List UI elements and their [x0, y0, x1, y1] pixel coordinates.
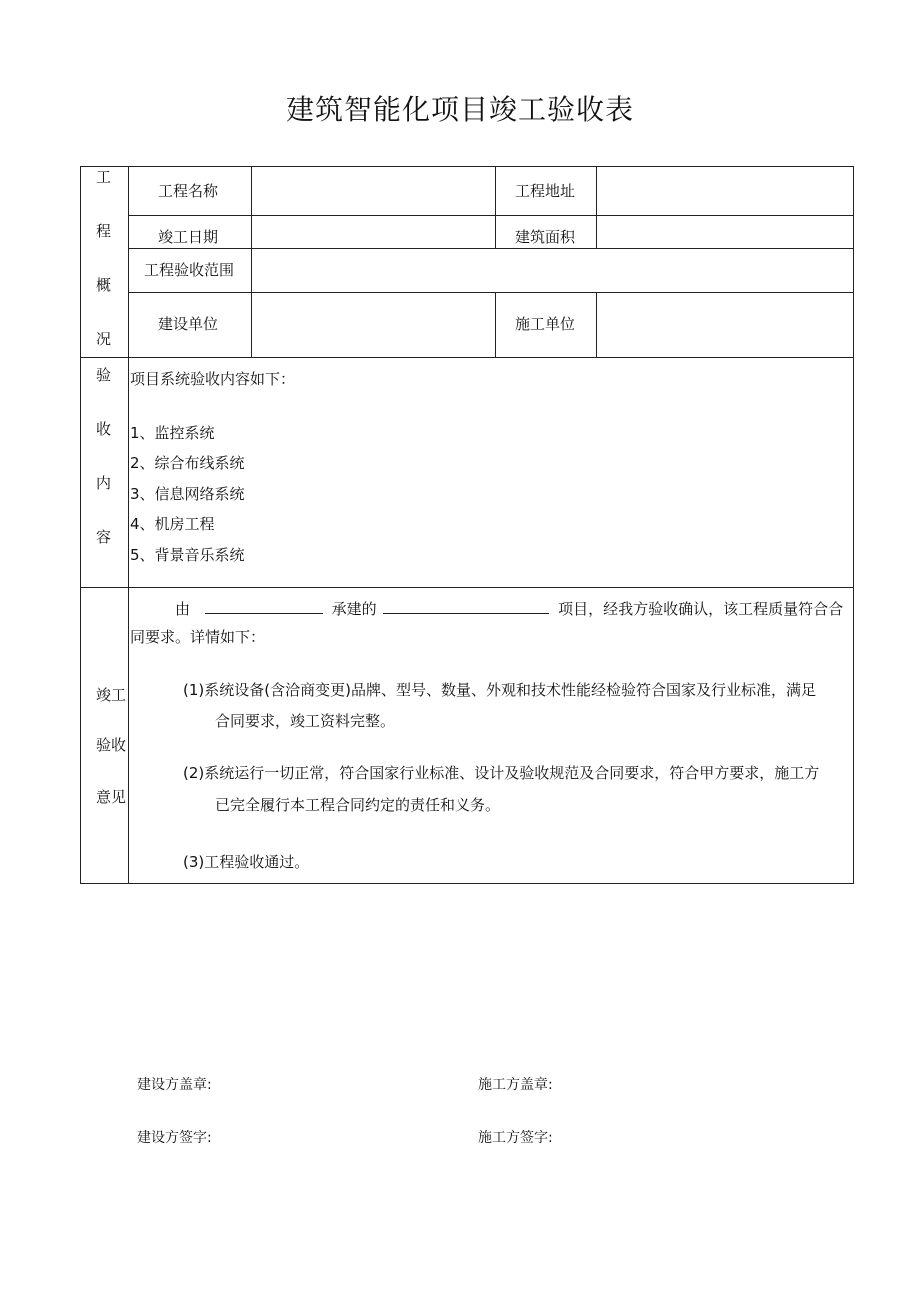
content-item: 3、信息网络系统: [130, 485, 245, 503]
content-item: 4、机房工程: [130, 515, 215, 533]
section-column-divider: [128, 166, 129, 884]
content-section-char: 内: [96, 474, 112, 492]
completion-date-label: 竣工日期: [158, 228, 219, 246]
overview-section-char: 程: [96, 222, 112, 240]
overview-section-char: 概: [96, 276, 112, 294]
opinion-paragraph-line2: 同要求。详情如下：: [130, 628, 266, 646]
opinion-by-text: 由: [175, 600, 191, 618]
opinion-clause-1-cont: 合同要求，竣工资料完整。: [215, 712, 396, 730]
building-area-label: 建筑面积: [515, 228, 576, 246]
content-section-char: 容: [96, 528, 112, 546]
table-border-bottom: [80, 883, 854, 884]
table-border-right: [853, 166, 854, 884]
contractor-seal-label: 施工方盖章:: [478, 1077, 553, 1093]
value-column-divider: [495, 292, 496, 357]
content-item: 5、背景音乐系统: [130, 546, 245, 564]
content-section-char: 收: [96, 420, 112, 438]
project-address-label: 工程地址: [515, 182, 576, 200]
opinion-section-label: 验收: [96, 736, 127, 754]
owner-sign-label: 建设方签字:: [137, 1130, 212, 1146]
opinion-confirm-text: 项目，经我方验收确认，该工程质量符合合: [558, 600, 844, 618]
opinion-clause-2: (2)系统运行一切正常，符合国家行业标准、设计及验收规范及合同要求，符合甲方要求，施工方: [183, 764, 820, 782]
contractor-unit-label: 施工单位: [515, 315, 576, 333]
value-column-divider: [495, 166, 496, 248]
opinion-clause-3: (3)工程验收通过。: [183, 853, 310, 871]
opinion-built-text: 承建的: [331, 600, 377, 618]
acceptance-scope-label: 工程验收范围: [144, 261, 235, 279]
opinion-clause-1: (1)系统设备(含洽商变更)品牌、型号、数量、外观和技术性能经检验符合国家及行业标准，满足: [183, 681, 816, 699]
opinion-clause-2-cont: 已完全履行本工程合同约定的责任和义务。: [215, 796, 501, 814]
opinion-paragraph-line1: [175, 600, 843, 617]
contractor-sign-label: 施工方签字:: [478, 1130, 553, 1146]
label-column-divider: [251, 166, 252, 357]
label-column-divider: [596, 292, 597, 357]
opinion-section-label: 意见: [96, 788, 127, 806]
contractor-name-blank[interactable]: [205, 600, 323, 614]
content-section-char: 验: [96, 366, 112, 384]
content-intro: 项目系统验收内容如下：: [130, 370, 296, 388]
row-divider: [128, 292, 854, 293]
row-divider: [128, 215, 854, 216]
opinion-section-label: 竣工: [96, 686, 127, 704]
content-item: 1、监控系统: [130, 424, 215, 442]
project-name-label: 工程名称: [158, 182, 219, 200]
page-title: 建筑智能化项目竣工验收表: [285, 93, 634, 126]
section-divider: [80, 357, 854, 358]
project-name-blank[interactable]: [383, 600, 549, 614]
section-divider: [80, 587, 854, 588]
owner-unit-label: 建设单位: [158, 315, 219, 333]
table-border-top: [80, 166, 854, 167]
overview-section-char: 工: [96, 168, 112, 186]
overview-section-char: 况: [96, 330, 112, 348]
owner-seal-label: 建设方盖章:: [137, 1077, 212, 1093]
content-item: 2、综合布线系统: [130, 454, 245, 472]
label-column-divider: [596, 166, 597, 248]
row-divider: [128, 248, 854, 249]
table-border-left: [80, 166, 81, 884]
